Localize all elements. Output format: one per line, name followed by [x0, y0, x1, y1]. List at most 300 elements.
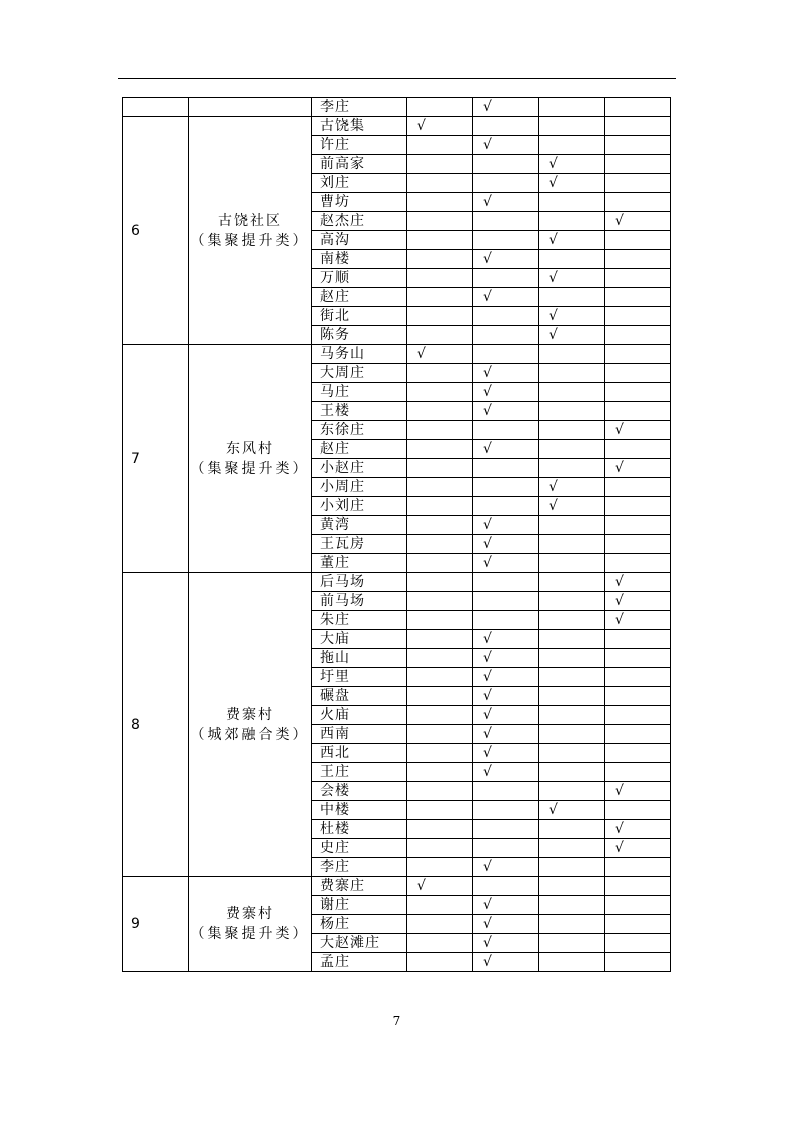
- village-name-cell: 东徐庄: [312, 421, 407, 440]
- village-name-cell: 街北: [312, 307, 407, 326]
- category-cell-2: [473, 706, 539, 725]
- category-cell-4: [605, 535, 671, 554]
- category-cell-4: [605, 611, 671, 630]
- check-mark-icon: √: [483, 764, 492, 780]
- category-cell-3: [539, 307, 605, 326]
- category-cell-1: [407, 630, 473, 649]
- category-cell-2: [473, 136, 539, 155]
- category-cell-1: [407, 250, 473, 269]
- category-cell-2: [473, 269, 539, 288]
- category-cell-1: [407, 307, 473, 326]
- village-name-cell: 万顺: [312, 269, 407, 288]
- village-name-cell: 大周庄: [312, 364, 407, 383]
- village-name-cell: 赵庄: [312, 288, 407, 307]
- community-cell: [189, 573, 312, 877]
- check-mark-icon: √: [615, 460, 624, 476]
- village-name-cell: 赵庄: [312, 440, 407, 459]
- category-cell-4: [605, 269, 671, 288]
- check-mark-icon: √: [483, 650, 492, 666]
- category-cell-4: [605, 345, 671, 364]
- category-cell-2: [473, 877, 539, 896]
- category-cell-4: [605, 649, 671, 668]
- category-cell-2: [473, 516, 539, 535]
- category-cell-3: [539, 535, 605, 554]
- category-cell-3: [539, 839, 605, 858]
- category-cell-1: [407, 706, 473, 725]
- category-cell-3: [539, 383, 605, 402]
- category-cell-2: [473, 630, 539, 649]
- category-cell-1: [407, 668, 473, 687]
- category-cell-2: [473, 782, 539, 801]
- check-mark-icon: √: [615, 593, 624, 609]
- check-mark-icon: √: [483, 726, 492, 742]
- group-number-cell: 6: [123, 117, 189, 345]
- category-cell-1: [407, 763, 473, 782]
- category-cell-1: [407, 611, 473, 630]
- category-cell-3: [539, 136, 605, 155]
- category-cell-2: [473, 288, 539, 307]
- village-name-cell: 李庄: [312, 98, 407, 117]
- category-cell-2: [473, 858, 539, 877]
- category-cell-3: [539, 98, 605, 117]
- category-cell-3: [539, 326, 605, 345]
- category-cell-4: [605, 307, 671, 326]
- category-cell-4: [605, 820, 671, 839]
- village-name-cell: 前马场: [312, 592, 407, 611]
- check-mark-icon: √: [615, 574, 624, 590]
- village-name-cell: 大庙: [312, 630, 407, 649]
- community-type: （集聚提升类）: [190, 926, 310, 942]
- village-name-cell: 杜楼: [312, 820, 407, 839]
- category-cell-2: [473, 174, 539, 193]
- check-mark-icon: √: [549, 308, 558, 324]
- check-mark-icon: √: [417, 346, 426, 362]
- village-name-cell: 王楼: [312, 402, 407, 421]
- category-cell-3: [539, 212, 605, 231]
- village-name-cell: 大赵滩庄: [312, 934, 407, 953]
- group-number-cell: 9: [123, 877, 189, 972]
- check-mark-icon: √: [483, 251, 492, 267]
- village-name-cell: 李庄: [312, 858, 407, 877]
- category-cell-4: [605, 478, 671, 497]
- category-cell-1: [407, 725, 473, 744]
- check-mark-icon: √: [417, 878, 426, 894]
- category-cell-1: [407, 497, 473, 516]
- category-cell-1: [407, 155, 473, 174]
- table-row: [123, 877, 671, 896]
- category-cell-4: [605, 98, 671, 117]
- category-cell-3: [539, 288, 605, 307]
- category-cell-3: [539, 896, 605, 915]
- village-name-cell: 史庄: [312, 839, 407, 858]
- category-cell-2: [473, 440, 539, 459]
- community-cell: [189, 98, 312, 117]
- category-cell-3: [539, 801, 605, 820]
- category-cell-3: [539, 174, 605, 193]
- category-cell-3: [539, 858, 605, 877]
- category-cell-4: [605, 497, 671, 516]
- category-cell-2: [473, 193, 539, 212]
- category-cell-4: [605, 877, 671, 896]
- village-name-cell: 火庙: [312, 706, 407, 725]
- category-cell-4: [605, 440, 671, 459]
- category-cell-2: [473, 687, 539, 706]
- category-cell-3: [539, 744, 605, 763]
- category-cell-4: [605, 231, 671, 250]
- category-cell-3: [539, 763, 605, 782]
- category-cell-4: [605, 763, 671, 782]
- category-cell-2: [473, 668, 539, 687]
- category-cell-3: [539, 820, 605, 839]
- category-cell-1: [407, 839, 473, 858]
- category-cell-2: [473, 231, 539, 250]
- category-cell-1: [407, 535, 473, 554]
- category-cell-2: [473, 497, 539, 516]
- category-cell-4: [605, 687, 671, 706]
- category-cell-4: [605, 801, 671, 820]
- category-cell-1: [407, 288, 473, 307]
- check-mark-icon: √: [549, 498, 558, 514]
- category-cell-2: [473, 611, 539, 630]
- category-cell-2: [473, 402, 539, 421]
- category-cell-3: [539, 345, 605, 364]
- community-name: 费寨村: [226, 906, 274, 922]
- category-cell-4: [605, 136, 671, 155]
- category-cell-3: [539, 117, 605, 136]
- category-cell-2: [473, 554, 539, 573]
- village-name-cell: 刘庄: [312, 174, 407, 193]
- category-cell-3: [539, 155, 605, 174]
- category-cell-1: [407, 573, 473, 592]
- category-cell-4: [605, 117, 671, 136]
- category-cell-1: [407, 383, 473, 402]
- group-number-cell: 8: [123, 573, 189, 877]
- check-mark-icon: √: [549, 175, 558, 191]
- check-mark-icon: √: [549, 156, 558, 172]
- category-cell-3: [539, 687, 605, 706]
- village-name-cell: 中楼: [312, 801, 407, 820]
- header-rule: [118, 78, 676, 79]
- category-cell-2: [473, 117, 539, 136]
- category-cell-1: [407, 421, 473, 440]
- community-cell: [189, 877, 312, 972]
- village-name-cell: 碾盘: [312, 687, 407, 706]
- category-cell-1: [407, 98, 473, 117]
- category-cell-3: [539, 592, 605, 611]
- category-cell-4: [605, 174, 671, 193]
- category-cell-2: [473, 649, 539, 668]
- category-cell-3: [539, 421, 605, 440]
- community-cell: [189, 117, 312, 345]
- village-name-cell: 费寨庄: [312, 877, 407, 896]
- category-cell-1: [407, 478, 473, 497]
- category-cell-1: [407, 934, 473, 953]
- category-cell-1: [407, 858, 473, 877]
- village-name-cell: 杨庄: [312, 915, 407, 934]
- category-cell-4: [605, 896, 671, 915]
- category-cell-2: [473, 364, 539, 383]
- category-cell-3: [539, 440, 605, 459]
- category-cell-3: [539, 668, 605, 687]
- village-name-cell: 黄湾: [312, 516, 407, 535]
- category-cell-4: [605, 592, 671, 611]
- category-cell-1: [407, 269, 473, 288]
- category-cell-2: [473, 98, 539, 117]
- category-cell-4: [605, 402, 671, 421]
- check-mark-icon: √: [549, 802, 558, 818]
- check-mark-icon: √: [483, 916, 492, 932]
- category-cell-1: [407, 440, 473, 459]
- village-name-cell: 王庄: [312, 763, 407, 782]
- category-cell-3: [539, 269, 605, 288]
- village-name-cell: 圩里: [312, 668, 407, 687]
- category-cell-3: [539, 193, 605, 212]
- category-cell-4: [605, 744, 671, 763]
- table-row: [123, 98, 671, 117]
- category-cell-1: [407, 877, 473, 896]
- village-name-cell: 西南: [312, 725, 407, 744]
- category-cell-3: [539, 782, 605, 801]
- check-mark-icon: √: [615, 422, 624, 438]
- category-cell-3: [539, 934, 605, 953]
- check-mark-icon: √: [549, 270, 558, 286]
- category-cell-4: [605, 706, 671, 725]
- check-mark-icon: √: [483, 289, 492, 305]
- check-mark-icon: √: [417, 118, 426, 134]
- category-cell-2: [473, 934, 539, 953]
- category-cell-4: [605, 858, 671, 877]
- category-cell-3: [539, 402, 605, 421]
- village-name-cell: 小刘庄: [312, 497, 407, 516]
- category-cell-3: [539, 573, 605, 592]
- check-mark-icon: √: [483, 707, 492, 723]
- category-cell-1: [407, 345, 473, 364]
- check-mark-icon: √: [483, 859, 492, 875]
- check-mark-icon: √: [615, 783, 624, 799]
- category-cell-2: [473, 307, 539, 326]
- category-cell-1: [407, 801, 473, 820]
- category-cell-3: [539, 953, 605, 972]
- check-mark-icon: √: [615, 840, 624, 856]
- category-cell-3: [539, 706, 605, 725]
- page-number: 7: [392, 1014, 401, 1028]
- table-row: [123, 117, 671, 136]
- check-mark-icon: √: [615, 213, 624, 229]
- category-cell-3: [539, 459, 605, 478]
- check-mark-icon: √: [483, 403, 492, 419]
- category-cell-1: [407, 212, 473, 231]
- check-mark-icon: √: [483, 365, 492, 381]
- category-cell-2: [473, 744, 539, 763]
- category-cell-1: [407, 782, 473, 801]
- check-mark-icon: √: [483, 935, 492, 951]
- category-cell-1: [407, 402, 473, 421]
- community-type: （集聚提升类）: [190, 232, 310, 249]
- category-cell-4: [605, 725, 671, 744]
- community-type: （集聚提升类）: [190, 460, 310, 477]
- category-cell-3: [539, 516, 605, 535]
- category-cell-1: [407, 193, 473, 212]
- category-cell-2: [473, 383, 539, 402]
- check-mark-icon: √: [483, 897, 492, 913]
- category-cell-1: [407, 687, 473, 706]
- village-name-cell: 会楼: [312, 782, 407, 801]
- category-cell-1: [407, 896, 473, 915]
- category-cell-1: [407, 174, 473, 193]
- category-cell-4: [605, 953, 671, 972]
- village-name-cell: 曹坊: [312, 193, 407, 212]
- category-cell-3: [539, 649, 605, 668]
- check-mark-icon: √: [483, 555, 492, 571]
- check-mark-icon: √: [483, 99, 492, 115]
- category-cell-3: [539, 250, 605, 269]
- category-cell-1: [407, 516, 473, 535]
- check-mark-icon: √: [483, 669, 492, 685]
- village-name-cell: 孟庄: [312, 953, 407, 972]
- category-cell-3: [539, 231, 605, 250]
- check-mark-icon: √: [615, 821, 624, 837]
- village-name-cell: 马务山: [312, 345, 407, 364]
- category-cell-4: [605, 421, 671, 440]
- village-name-cell: 高沟: [312, 231, 407, 250]
- category-cell-4: [605, 668, 671, 687]
- category-cell-2: [473, 801, 539, 820]
- check-mark-icon: √: [483, 137, 492, 153]
- check-mark-icon: √: [549, 232, 558, 248]
- village-name-cell: 朱庄: [312, 611, 407, 630]
- check-mark-icon: √: [483, 194, 492, 210]
- table-row: [123, 573, 671, 592]
- category-cell-2: [473, 820, 539, 839]
- village-name-cell: 谢庄: [312, 896, 407, 915]
- category-cell-3: [539, 554, 605, 573]
- category-cell-1: [407, 136, 473, 155]
- category-cell-1: [407, 592, 473, 611]
- category-cell-2: [473, 573, 539, 592]
- category-cell-4: [605, 782, 671, 801]
- category-cell-1: [407, 744, 473, 763]
- category-cell-2: [473, 345, 539, 364]
- category-cell-4: [605, 516, 671, 535]
- category-cell-4: [605, 326, 671, 345]
- check-mark-icon: √: [549, 327, 558, 343]
- category-cell-4: [605, 554, 671, 573]
- category-cell-1: [407, 459, 473, 478]
- category-cell-2: [473, 915, 539, 934]
- check-mark-icon: √: [483, 517, 492, 533]
- group-number-cell: [123, 98, 189, 117]
- check-mark-icon: √: [483, 745, 492, 761]
- category-cell-2: [473, 326, 539, 345]
- category-cell-2: [473, 535, 539, 554]
- category-cell-4: [605, 915, 671, 934]
- category-cell-1: [407, 231, 473, 250]
- category-cell-1: [407, 820, 473, 839]
- category-cell-3: [539, 877, 605, 896]
- village-name-cell: 董庄: [312, 554, 407, 573]
- category-cell-3: [539, 478, 605, 497]
- check-mark-icon: √: [483, 954, 492, 970]
- category-cell-2: [473, 896, 539, 915]
- category-cell-4: [605, 193, 671, 212]
- table-body: [123, 98, 671, 972]
- category-cell-3: [539, 364, 605, 383]
- category-cell-2: [473, 212, 539, 231]
- village-name-cell: 前高家: [312, 155, 407, 174]
- category-cell-2: [473, 839, 539, 858]
- village-name-cell: 许庄: [312, 136, 407, 155]
- category-cell-4: [605, 364, 671, 383]
- category-cell-1: [407, 326, 473, 345]
- category-cell-4: [605, 934, 671, 953]
- check-mark-icon: √: [549, 479, 558, 495]
- community-name: 费寨村: [226, 706, 274, 723]
- category-cell-1: [407, 953, 473, 972]
- category-cell-4: [605, 288, 671, 307]
- category-cell-2: [473, 250, 539, 269]
- category-cell-3: [539, 611, 605, 630]
- category-cell-3: [539, 725, 605, 744]
- village-name-cell: 小周庄: [312, 478, 407, 497]
- table-row: [123, 345, 671, 364]
- village-name-cell: 马庄: [312, 383, 407, 402]
- category-cell-4: [605, 630, 671, 649]
- village-name-cell: 古饶集: [312, 117, 407, 136]
- category-cell-4: [605, 212, 671, 231]
- community-name: 东风村: [226, 440, 274, 457]
- community-name: 古饶社区: [218, 212, 282, 229]
- category-cell-3: [539, 630, 605, 649]
- category-cell-4: [605, 383, 671, 402]
- community-type: （城郊融合类）: [190, 726, 310, 743]
- village-name-cell: 后马场: [312, 573, 407, 592]
- category-cell-3: [539, 497, 605, 516]
- village-classification-table: [122, 97, 671, 972]
- category-cell-2: [473, 592, 539, 611]
- category-cell-2: [473, 763, 539, 782]
- village-name-cell: 王瓦房: [312, 535, 407, 554]
- check-mark-icon: √: [483, 441, 492, 457]
- category-cell-4: [605, 459, 671, 478]
- check-mark-icon: √: [483, 688, 492, 704]
- category-cell-3: [539, 915, 605, 934]
- community-cell: [189, 345, 312, 573]
- village-name-cell: 小赵庄: [312, 459, 407, 478]
- group-number-cell: 7: [123, 345, 189, 573]
- check-mark-icon: √: [615, 612, 624, 628]
- category-cell-2: [473, 953, 539, 972]
- village-name-cell: 拖山: [312, 649, 407, 668]
- category-cell-1: [407, 117, 473, 136]
- village-name-cell: 南楼: [312, 250, 407, 269]
- category-cell-2: [473, 459, 539, 478]
- village-name-cell: 赵杰庄: [312, 212, 407, 231]
- category-cell-1: [407, 915, 473, 934]
- category-cell-2: [473, 725, 539, 744]
- check-mark-icon: √: [483, 631, 492, 647]
- check-mark-icon: √: [483, 536, 492, 552]
- category-cell-4: [605, 155, 671, 174]
- village-name-cell: 陈务: [312, 326, 407, 345]
- category-cell-1: [407, 554, 473, 573]
- category-cell-2: [473, 478, 539, 497]
- village-name-cell: 西北: [312, 744, 407, 763]
- category-cell-2: [473, 421, 539, 440]
- category-cell-1: [407, 364, 473, 383]
- category-cell-4: [605, 250, 671, 269]
- category-cell-1: [407, 649, 473, 668]
- category-cell-4: [605, 573, 671, 592]
